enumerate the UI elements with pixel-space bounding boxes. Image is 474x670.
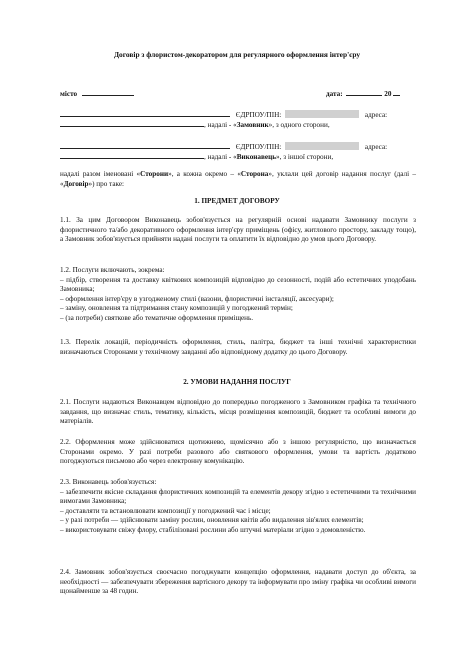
clause-2-3 [60, 478, 416, 536]
party1-edrpou-label: ЄДРПОУ/ПІН: [235, 111, 282, 119]
party2-edrpou-label: ЄДРПОУ/ПІН: [235, 143, 282, 151]
preamble-text-4: ») про таке: [88, 179, 125, 188]
party2-address-label: адреса: [364, 143, 388, 151]
party2-name-field[interactable] [60, 141, 230, 149]
clause-2-2: 2.2. Оформлення може здійснюватися щотижнево, щомісячно або з іншою регулярністю, що визначається Сторонами окремо. У разі потреби разового або святкового оформлення, умови та вартість додатково погоджуються письмово або через електронну комунікацію. [60, 438, 416, 466]
party1-edrpou-field[interactable] [285, 110, 359, 118]
clause-1-3: 1.3. Перелік локацій, періодичність оформлення, стиль, палітра, бюджет та інші технічні характеристики визначаються Сторонами у технічному завданні або відповідному додатку до цього Договору. [60, 338, 416, 356]
preamble-term-storony: Сторони [140, 170, 169, 178]
party2-role: Виконавець [236, 153, 277, 161]
party1-tail-pre: , надалі - « [204, 121, 237, 129]
party2-address-field[interactable] [60, 151, 204, 159]
preamble-text-2: », а кожна окремо – « [168, 170, 241, 178]
clause-2-3-item: – у разі потреби — здійснювати заміну рослин, оновлення квітів або видалення зів'ялих елементів; [60, 516, 364, 525]
party2-tail-post: », з іншої сторони, [276, 153, 334, 161]
clause-2-3-item: – доставляти та встановлювати композиції у погоджений час і місце; [60, 506, 271, 515]
clause-2-3-intro: 2.3. Виконавець зобов'язується: [60, 478, 157, 486]
party2-tail-pre: , надалі - « [204, 153, 237, 161]
party1-address-label: адреса: [364, 111, 388, 119]
clause-1-2-item: – оформлення інтер'єру в узгодженому стилі (вазони, флористичні інсталяції, аксесуари); [60, 294, 334, 303]
party1-line2 [60, 119, 330, 131]
party2-edrpou-field[interactable] [285, 142, 359, 150]
clause-1-2-item: – (за потреби) святкове або тематичне оформлення приміщень. [60, 313, 254, 322]
clause-1-2-intro: 1.2. Послуги включають, зокрема: [60, 266, 165, 274]
document-title: Договір з флористом-декоратором для регулярного оформлення інтер'єру [113, 50, 361, 59]
year-field[interactable] [393, 88, 400, 96]
date-year-prefix: 20 [384, 90, 392, 98]
preamble [60, 170, 416, 189]
party1-name-field[interactable] [60, 109, 230, 117]
preamble-text-3: », уклали цей договір надання послуг (далі – « [60, 170, 416, 188]
preamble-term-storona: Сторона [240, 170, 269, 178]
clause-1-1: 1.1. За цим Договором Виконавець зобов'язується на регулярній основі надавати Замовнику послуги з флористичного та/або декоративного оформлення інтер'єру приміщень (офісу, житлового простору, закладу тощо), а Замовник зобов'язується прийняти надані послуги та оплатити їх відповідно до умов цього Договору. [60, 216, 416, 244]
section2-heading: 2. УМОВИ НАДАННЯ ПОСЛУГ [183, 378, 291, 386]
city-line [60, 88, 134, 100]
section1-heading: 1. ПРЕДМЕТ ДОГОВОРУ [194, 197, 280, 205]
clause-2-4: 2.4. Замовник зобов'язується своєчасно погоджувати концепцію оформлення, надавати доступ до об'єкта, за необхідності — забезпечувати збереження вартісного декору та інформувати про зміну графіка чи особливі вимоги щонайменше за 48 годин. [60, 568, 416, 596]
party1-role: Замовник [236, 121, 269, 129]
party1-tail-post: », з одного сторони, [268, 121, 330, 129]
clause-2-3-item: – забезпечити якісне складання флористичних композицій та елементів декору згідно з естетичними та технічними вимогами Замовника; [60, 487, 416, 506]
preamble-term-dogovir: Договір [63, 179, 89, 188]
clause-2-1: 2.1. Послуги надаються Виконавцем відповідно до попередньо погодженого з Замовником графіка та технічного завдання, що визначає стиль, тематику, кількість, місця розміщення композицій, бюджет та особливі вимоги до матеріалів. [60, 398, 416, 426]
clause-2-3-item: – використовувати свіжу флору, стабілізовані рослини або штучні матеріали згідно з домовленістю. [60, 525, 366, 534]
clause-1-2-item: – заміну, оновлення та підтримання стану композицій у погоджений термін; [60, 304, 293, 313]
party1-address-field[interactable] [60, 119, 204, 127]
city-field[interactable] [82, 88, 134, 96]
date-line [326, 88, 400, 100]
party2-line2 [60, 151, 333, 163]
preamble-text-1: надалі разом іменовані « [60, 170, 141, 178]
city-label: місто [60, 90, 78, 98]
clause-1-2-item: – підбір, створення та доставку квіткових композицій відповідно до сезонності, подій або естетичних уподобань Замовника; [60, 275, 416, 294]
date-label: дата: [326, 90, 343, 98]
clause-1-2 [60, 266, 416, 324]
date-field[interactable] [346, 88, 382, 96]
